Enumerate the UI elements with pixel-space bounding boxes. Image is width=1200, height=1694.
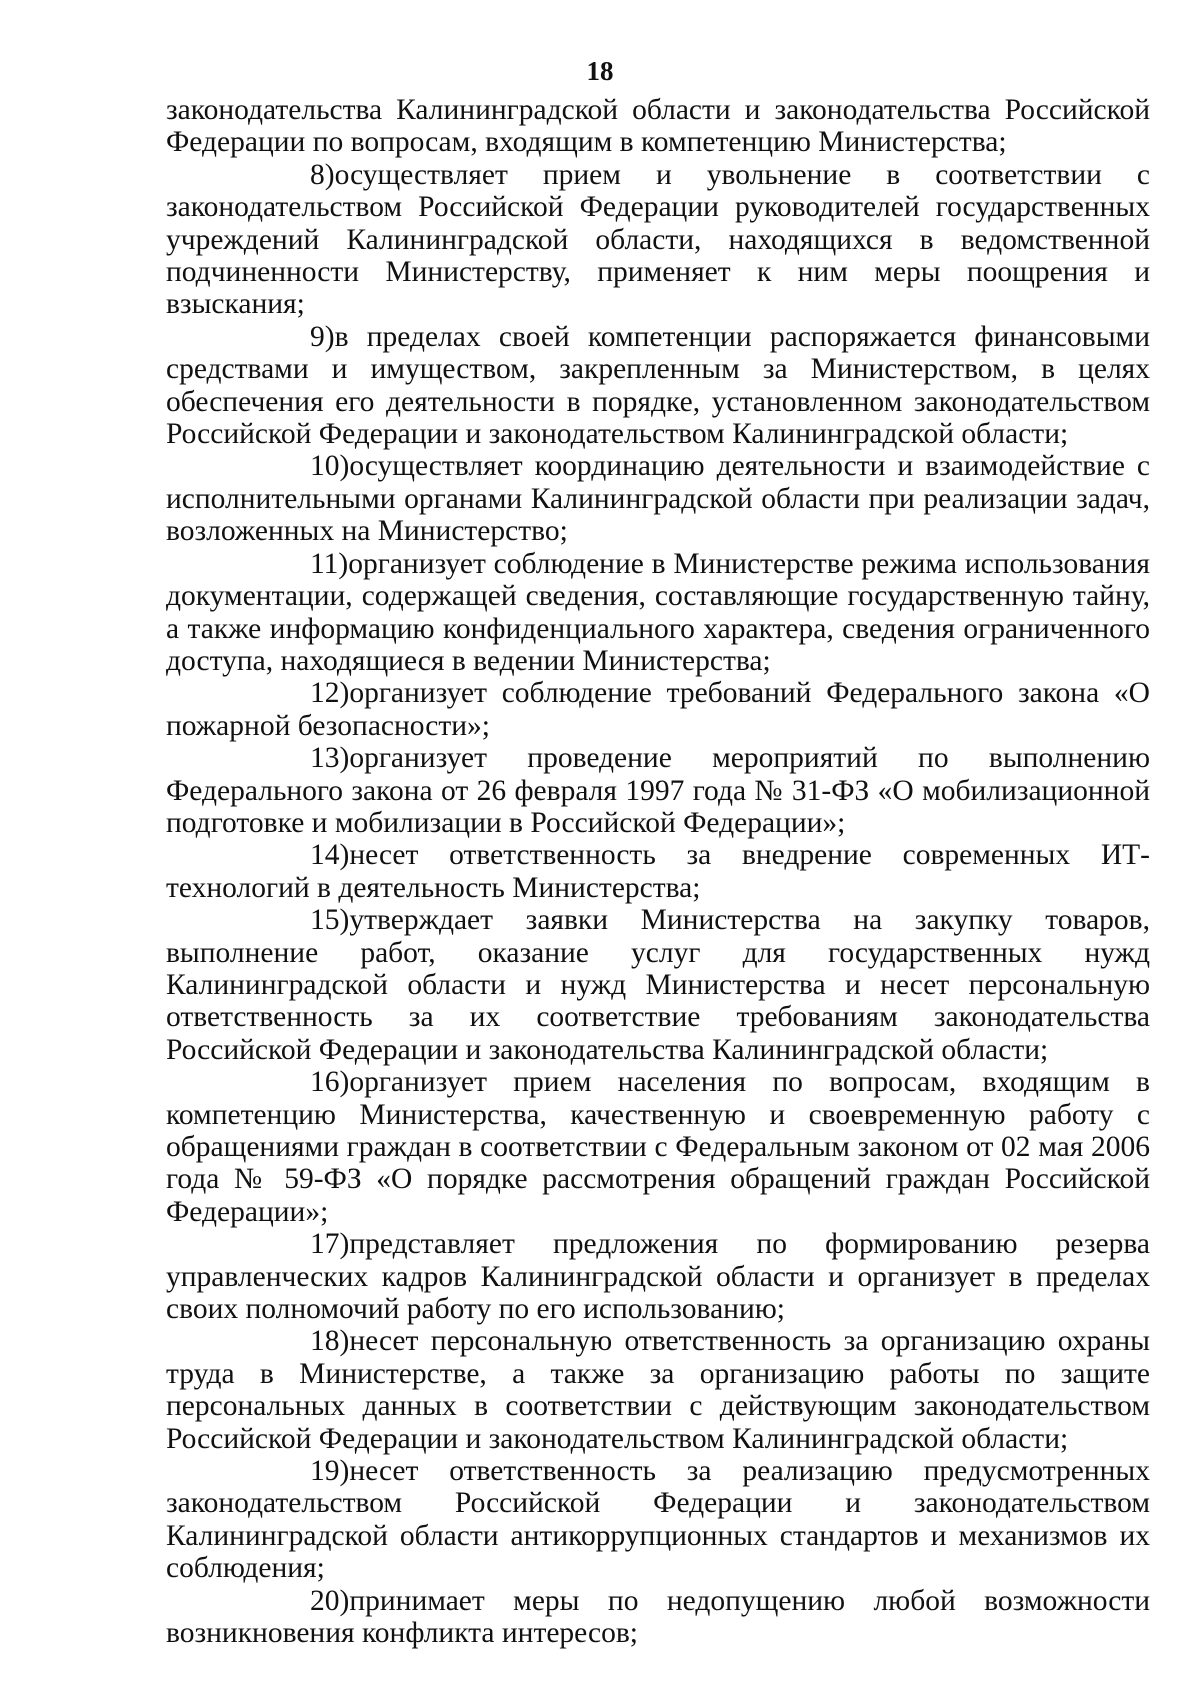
list-item-9 [166, 321, 1150, 451]
item-number: 12) [310, 677, 350, 710]
page-number: 18 [586, 56, 614, 86]
list-item-14 [166, 839, 1150, 904]
item-text: несет ответственность за внедрение современных ИТ-технологий в деятельность Министерства; [166, 839, 1150, 904]
item-text: организует соблюдение в Министерстве режима использования документации, содержащей сведения, составляющие государственную тайну, а также информацию конфиденциального характера, сведения ограниченного доступа, находящиеся в ведении Министерства; [166, 547, 1150, 677]
item-text: организует прием населения по вопросам, входящим в компетенцию Министерства, качественную и своевременную работу с обращениями граждан в соответствии с Федеральным законом от 02 мая 2006 года № 59-ФЗ «О порядке рассмотрения обращений граждан Российской Федерации»; [166, 1066, 1150, 1228]
item-text: организует соблюдение требований Федерального закона «О пожарной безопасности»; [166, 677, 1150, 742]
item-number: 8) [310, 158, 335, 191]
item-text: в пределах своей компетенции распоряжается финансовыми средствами и имуществом, закрепленным за Министерством, в целях обеспечения его деятельности в порядке, установленном законодательством Российской Федерации и законодательством Калининградской области; [166, 320, 1150, 451]
list-item-16 [166, 1066, 1150, 1228]
list-item-11 [166, 548, 1150, 678]
list-item-13 [166, 742, 1150, 839]
list-item-19 [166, 1455, 1150, 1585]
list-item-17 [166, 1228, 1150, 1325]
item-number: 11) [310, 547, 349, 580]
item-number: 15) [310, 904, 350, 937]
item-number: 18) [310, 1325, 350, 1358]
item-number: 10) [310, 450, 350, 483]
item-text: осуществляет координацию деятельности и взаимодействие с исполнительными органами Калининградской области при реализации задач, возложенных на Министерство; [166, 450, 1150, 548]
item-number: 9) [310, 320, 335, 353]
item-text: утверждает заявки Министерства на закупку товаров, выполнение работ, оказание услуг для государственных нужд Калининградской области и нужд Министерства и несет персональную ответственность за их соответствие требованиям законодательства Российской Федерации и законодательства Калининградской области; [166, 904, 1150, 1066]
item-number: 13) [310, 742, 350, 775]
item-number: 19) [310, 1455, 350, 1488]
item-text: организует проведение мероприятий по выполнению Федерального закона от 26 февраля 1997 года № 31-ФЗ «О мобилизационной подготовке и мобилизации в Российской Федерации»; [166, 742, 1150, 839]
item-text: принимает меры по недопущению любой возможности возникновения конфликта интересов; [166, 1584, 1150, 1650]
list-item-18 [166, 1325, 1150, 1455]
list-item-15 [166, 904, 1150, 1066]
list-item-8 [166, 159, 1150, 321]
item-number: 14) [310, 839, 350, 872]
item-text: несет ответственность за реализацию предусмотренных законодательством Российской Федерации и законодательством Калининградской области антикоррупционных стандартов и механизмов их соблюдения; [166, 1455, 1150, 1585]
item-number: 20) [310, 1584, 350, 1617]
list-item-10 [166, 450, 1150, 547]
item-number: 16) [310, 1066, 350, 1099]
continuation-paragraph: законодательства Калининградской области и законодательства Российской Федерации по вопросам, входящим в компетенцию Министерства; [166, 94, 1150, 159]
item-text: осуществляет прием и увольнение в соответствии с законодательством Российской Федерации руководителей государственных учреждений Калининградской области, находящихся в ведомственной подчиненности Министерству, применяет к ним меры поощрения и взыскания; [166, 158, 1150, 321]
item-number: 17) [310, 1228, 350, 1261]
list-item-20 [166, 1585, 1150, 1650]
list-item-12 [166, 677, 1150, 742]
item-text: представляет предложения по формированию резерва управленческих кадров Калининградской области и организует в пределах своих полномочий работу по его использованию; [166, 1228, 1150, 1326]
document-body [166, 94, 1150, 1650]
item-text: несет персональную ответственность за организацию охраны труда в Министерстве, а также за организацию работы по защите персональных данных в соответствии с действующим законодательством Российской Федерации и законодательством Калининградской области; [166, 1325, 1150, 1455]
